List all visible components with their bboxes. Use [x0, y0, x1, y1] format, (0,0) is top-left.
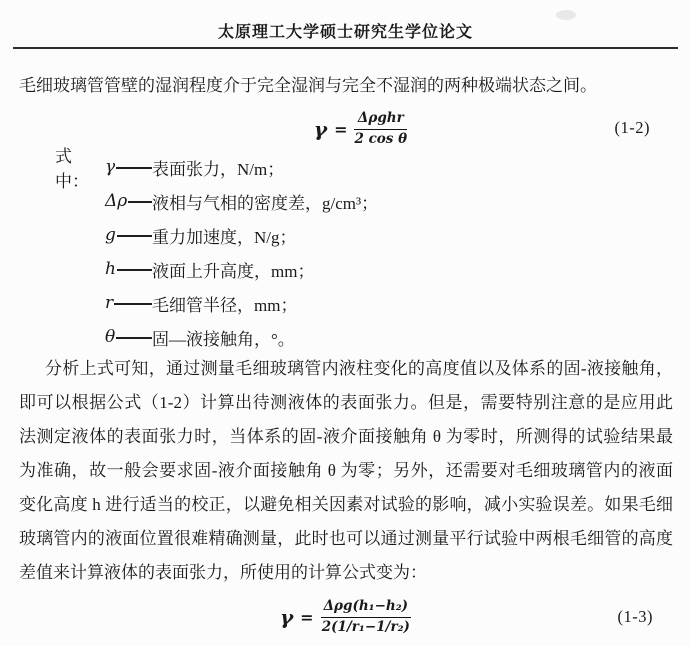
text-line: 为准确，故一般会要求固-液介面接触角 θ 为零；另外，还需要对毛细玻璃管内的液面 — [19, 461, 673, 480]
where-intro-label: 式中： — [55, 147, 89, 191]
em-dash-line — [128, 201, 152, 203]
text-line: 分析上式可知，通过测量毛细玻璃管内液柱变化的高度值以及体系的固-液接触角， — [45, 359, 673, 378]
text-line: 差值来计算液体的表面张力，所使用的计算公式变为： — [19, 563, 427, 582]
definition-row — [105, 320, 671, 354]
symbol-delta-rho: Δρ — [105, 191, 128, 211]
text-line: 玻璃管内的液面位置很难精确测量，此时也可以通过测量平行试验中两根毛细管的高度 — [19, 529, 673, 548]
text-line: 法测定液体的表面张力时，当体系的固-液介面接触角 θ 为零时，所测得的试验结果最 — [19, 427, 673, 446]
definition-text: 固—液接触角，°。 — [152, 329, 295, 349]
symbol-gamma: γ — [105, 157, 116, 177]
symbol-r: r — [105, 293, 114, 313]
definition-text: 液面上升高度，mm； — [152, 261, 315, 281]
equals-sign: = — [334, 119, 348, 139]
em-dash-line — [117, 235, 152, 237]
em-dash-line — [114, 303, 152, 305]
symbol-h: h — [105, 259, 116, 279]
definition-text: 重力加速度，N/g； — [152, 227, 297, 247]
equation-number: (1-2) — [614, 118, 650, 137]
fraction-numerator: Δρg(h₁−h₂) — [321, 598, 411, 618]
paragraph-wetting: 毛细玻璃管管壁的湿润程度介于完全湿润与完全不湿润的两种极端状态之间。 — [19, 76, 597, 95]
fraction — [321, 598, 411, 636]
definition-text: 毛细管半径，mm； — [152, 295, 298, 315]
definition-row — [105, 286, 671, 320]
equation-number: (1-3) — [617, 607, 653, 626]
gamma-symbol: γ — [279, 605, 294, 629]
symbol-cell — [105, 191, 152, 211]
em-dash-line — [117, 269, 152, 271]
definition-row — [105, 184, 671, 218]
gamma-symbol: γ — [313, 117, 328, 141]
running-head-title: 太原理工大学硕士研究生学位论文 — [217, 24, 473, 41]
symbol-cell — [105, 259, 152, 279]
equals-sign: = — [300, 607, 314, 627]
header-rule — [13, 47, 678, 49]
symbol-cell — [105, 327, 152, 347]
definition-text: 液相与气相的密度差，g/cm³； — [152, 193, 379, 213]
symbol-cell — [105, 225, 152, 245]
definition-row — [105, 252, 671, 286]
definition-row — [55, 147, 671, 191]
symbol-cell — [105, 157, 152, 177]
fraction — [354, 110, 407, 148]
symbol-theta: θ — [105, 327, 116, 347]
text-line: 即可以根据公式（1-2）计算出待测液体的表面张力。但是，需要特别注意的是应用此 — [19, 393, 673, 412]
fraction-denominator: 2 cos θ — [354, 130, 408, 147]
formula-1-3 — [0, 592, 691, 642]
definition-row — [105, 218, 671, 252]
symbol-g: g — [105, 225, 116, 245]
text-line: 变化高度 h 进行适当的校正，以避免相关因素对试验的影响，减小实验误差。如果毛细 — [19, 495, 673, 514]
scan-smudge — [556, 10, 576, 20]
symbol-cell — [105, 293, 152, 313]
em-dash-line — [116, 337, 152, 339]
symbol-definition-list — [55, 147, 671, 354]
definition-text: 表面张力，N/m； — [152, 159, 285, 179]
em-dash-line — [116, 167, 152, 169]
fraction-numerator: Δρghr — [354, 110, 407, 130]
fraction-denominator: 2(1/r₁−1/r₂) — [321, 618, 410, 635]
paragraph-analysis — [19, 352, 673, 590]
